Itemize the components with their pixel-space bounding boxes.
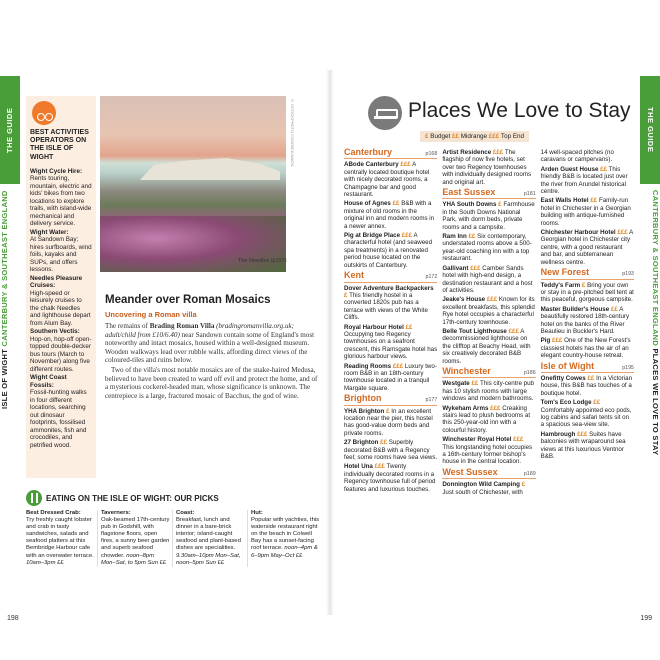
hotel-text: This city-centre pub has 10 stylish rooms with large windows and modern bathrooms.	[442, 380, 534, 403]
article-paragraph: Two of the villa's most notable mosaics are of the snake-haired Medusa, believed to have been created to ward off evil and protect the home, and of a mysterious cockerel-headed man, whose significance is unknown. The centrepiece is a large, fractured mosaic of Bacchus, the god of wine.	[105, 365, 318, 400]
region-group	[344, 272, 437, 392]
hotel-price: £	[498, 201, 502, 209]
hotel-entry	[541, 306, 634, 336]
hotel-entry	[541, 337, 634, 359]
sidebar-item-name: Wight Coast Fossils:	[30, 374, 67, 389]
region-header	[540, 360, 634, 373]
hotel-entry	[541, 375, 634, 397]
hotel-text: Family-run hotel in Chichester in a Georgian building with antique-furnished rooms.	[540, 197, 631, 227]
hotel-text: A characterful hotel (and seaweed spa treatments) in a renovated period house located on the outskirts of Canterbury.	[344, 232, 433, 269]
hotel-name: Hotel Una	[344, 463, 373, 471]
region-group	[442, 466, 536, 496]
hotel-text: One of the New Forest's classiest hotels has the air of an elegant country-house retreat.	[540, 337, 631, 360]
region-page: p186	[523, 369, 536, 376]
region-page: p195	[622, 364, 634, 371]
region-group	[344, 395, 437, 493]
hotel-text: A centrally located boutique hotel with nicely decorated rooms, a Champagne bar and good restaurant.	[344, 161, 430, 199]
hotel-name: Teddy's Farm	[540, 281, 581, 289]
pick-text: Try freshly caught lobster and crab in tasty sandwiches, salads and seafood platters at this Bembridge Harbour cafe with an overwater terrace.	[26, 517, 94, 559]
eating-picks	[26, 490, 322, 590]
accommodation-listings	[344, 149, 634, 499]
hotel-text: In a Victorian house, this B&B has touches of a boutique hotel.	[540, 374, 633, 397]
band-symbol: £	[425, 133, 429, 140]
pick-price: ££	[57, 559, 64, 566]
pick-text: Breakfast, lunch and dinner in a bare-brick interior; island-caught seafood and plant-based dishes are specialities.	[176, 517, 241, 552]
sidebar-item-name: Wight Cycle Hire:	[30, 167, 83, 175]
hotel-name: ABode Canterbury	[344, 161, 399, 169]
region-group	[541, 149, 634, 266]
villa-details: (bradingromanvilla.org.uk; adult/child from £10/6.40)	[105, 322, 295, 339]
photo-caption: The Needles (p197)	[238, 258, 287, 264]
hotel-text: Bring your own or stay in a pre-pitched bell tent at this peaceful, gorgeous campsite.	[540, 281, 634, 304]
hotel-name: House of Agnes	[344, 200, 391, 208]
hotel-price: ££	[590, 197, 598, 205]
hotel-name: YHA Brighton	[344, 407, 385, 415]
hotel-name: Hambrough	[540, 430, 576, 438]
hotel-name: Pig	[540, 337, 551, 345]
sidebar-title: BEST ACTIVITIES OPERATORS ON THE ISLE OF WIGHT	[30, 129, 89, 161]
hotel-name: Arden Guest House	[540, 165, 599, 173]
region-name: Isle of Wight	[540, 360, 595, 371]
region-header	[442, 365, 536, 378]
hotel-name: Winchester Royal Hotel	[442, 436, 512, 444]
hotel-entry	[541, 282, 634, 304]
region-name: East Sussex	[442, 187, 496, 198]
hotel-price: £	[581, 281, 586, 289]
region-page: p168	[425, 151, 438, 157]
hotel-price: £££	[400, 161, 411, 169]
hotel-name: Artist Residence	[442, 149, 492, 156]
hotel-text: In an excellent location near the pier, this hostel has good-value dorm beds and private rooms.	[344, 407, 433, 437]
hotel-name: Wykeham Arms	[442, 404, 489, 412]
hotel-text: Known for its excellent breakfasts, this splendid Rye hotel occupies a characterful 17th-century townhouse.	[442, 296, 535, 326]
hotel-text: Six contemporary, understated rooms above a 500-year-old coaching inn with a top restaurant.	[442, 233, 532, 263]
pick-price: ££	[295, 552, 303, 559]
hotel-price: £££	[374, 463, 385, 471]
section-name: PLACES WE LOVE TO STAY	[651, 348, 660, 456]
hotel-entry	[541, 149, 634, 164]
band-symbol: ££	[451, 133, 459, 140]
hotel-price: ££	[471, 380, 479, 388]
region-page: p189	[523, 470, 536, 477]
price-bands	[420, 131, 529, 142]
region-group	[541, 269, 634, 359]
sidebar-item-text: Fossil-hunting walks in four different locations, searching out dinosaur footprints, fossilised ammonites, fish and crocodiles, and petrified wood.	[30, 389, 87, 449]
sidebar-item-text: High-speed or leisurely cruises to the chalk Needles and lighthouse depart from Alum Bay.	[30, 289, 91, 327]
sidebar-item	[30, 229, 92, 274]
region-page: p181	[523, 191, 536, 198]
bicycle-icon	[32, 101, 56, 125]
hotel-text: Creaking stairs lead to plush bedrooms at this 250-year-old inn with a colourful history.	[442, 404, 531, 434]
bed-icon	[368, 96, 402, 130]
hotel-entry	[541, 166, 634, 196]
price-band	[425, 133, 450, 140]
band-label: Top End	[500, 133, 525, 140]
hotel-name: Chichester Harbour Hotel	[540, 229, 616, 237]
hotel-text: A Georgian hotel in Chichester city centre, with a good restaurant and bar, and subterranean wellness centre.	[540, 229, 633, 266]
hotel-entry	[541, 431, 634, 461]
hotel-text: Just south of Chichester, with	[442, 488, 523, 496]
hotel-text: B&B with a mixture of old rooms in the original inn and modern rooms in a newer annex.	[344, 200, 435, 230]
hotel-text: This friendly B&B is located just over the river from Arundel historical centre.	[540, 165, 628, 196]
eating-pick	[26, 510, 98, 567]
hotel-entry	[344, 408, 437, 438]
article-subtitle: Uncovering a Roman villa	[105, 310, 197, 319]
pick-text: Popular with yachties, this waterside restaurant right on the beach in Colwell Bay has a sunset-facing roof terrace.	[251, 517, 320, 552]
hotel-name: Pig at Bridge Place	[344, 232, 401, 240]
hotel-text: Twenty individually decorated rooms in a Regency townhouse full of period features and luxurious touches.	[344, 463, 436, 493]
hotel-entry	[442, 149, 535, 186]
hotel-price: ££	[587, 374, 595, 382]
guide-tab: THE GUIDE	[0, 76, 20, 184]
hotel-text: This longstanding hotel occupies a 16th-century former bishop's house in the central location.	[442, 443, 533, 466]
hotel-text: A beautifully restored 18th-century hotel on the banks of the River Beaulieu in Buckler's Hard.	[540, 305, 630, 335]
hotel-price: ££	[593, 399, 601, 407]
sidebar-item-name: Needles Pleasure Cruises:	[30, 274, 83, 290]
pick-hours: noon–8pm Mon–Sat, to 5pm Sun	[101, 552, 158, 566]
region-name: CANTERBURY & SOUTHEAST ENGLAND	[651, 190, 660, 347]
hotel-entry	[344, 463, 437, 493]
sidebar-item	[30, 328, 92, 373]
hotel-name: Tom's Eco Lodge	[540, 399, 592, 407]
activities-sidebar	[26, 96, 96, 478]
hotel-text: 14 well-spaced pitches (no caravans or campervans).	[540, 149, 614, 164]
hotel-price: ££	[380, 439, 388, 447]
region-group	[442, 149, 535, 186]
pick-hours: 10am–3pm	[26, 559, 56, 566]
band-label: Budget	[430, 133, 451, 140]
region-name: New Forest	[540, 267, 590, 278]
hotel-price: £££	[513, 436, 524, 444]
hotel-text: Superbly decorated B&B with a Regency feel; some rooms have sea views.	[344, 439, 438, 462]
pick-name: Hut:	[251, 510, 263, 516]
hotel-price: £££	[577, 430, 588, 438]
hotel-name: 27 Brighton	[344, 439, 379, 447]
region-header	[344, 395, 437, 405]
hotel-entry	[541, 197, 634, 227]
hotel-text: The flagship of now five hotels, set over two Regency townhouses with individually designed rooms and original art.	[442, 149, 532, 186]
hotel-price: £££	[392, 362, 404, 370]
region-header	[442, 466, 536, 479]
price-band	[489, 133, 524, 140]
hotel-name: YHA South Downs	[442, 201, 497, 209]
hotel-name: Ram Inn	[442, 233, 467, 241]
hotel-price: £	[521, 481, 526, 489]
region-group	[442, 189, 535, 365]
region-name: CANTERBURY & SOUTHEAST ENGLAND	[0, 190, 9, 347]
band-label: Midrange	[460, 133, 488, 140]
pick-name: Taverners:	[101, 510, 131, 516]
region-name: Canterbury	[344, 147, 393, 157]
region-name: Brighton	[344, 393, 382, 404]
hotel-name: Donnington Wild Camping	[442, 481, 520, 489]
hotel-price: ££	[468, 233, 476, 241]
hotel-entry	[344, 363, 437, 393]
hotel-name: Reading Rooms	[344, 362, 392, 370]
region-page: p177	[425, 397, 438, 404]
pick-hours: 9.30am–10pm Mon–Sat, noon–5pm Sun	[176, 552, 241, 566]
page-number: 198	[7, 615, 19, 622]
pick-name: Best Dressed Crab:	[26, 510, 81, 516]
right-page	[330, 0, 660, 660]
guide-tab: THE GUIDE	[640, 76, 660, 184]
hotel-name: Master Builder's House	[540, 305, 610, 313]
hotel-price: ££	[405, 323, 413, 331]
pick-hours: noon–4pm & 6–9pm May–Oct	[251, 545, 318, 559]
section-name: ISLE OF WIGHT	[0, 348, 9, 409]
region-group	[344, 149, 437, 269]
sidebar-item-text: At Sandown Bay; hires surfboards, wind foils, kayaks and SUPs, and offers lessons.	[30, 236, 92, 274]
hotel-entry	[344, 161, 437, 198]
page-number: 199	[640, 615, 652, 622]
sidebar-item-text: Rents touring, mountain, electric and kids' bikes from two locations to explore trails, with island-wide mechanical and delivery service.	[30, 175, 92, 228]
article-body	[105, 322, 319, 401]
pick-text: Oak-beamed 17th-century pub in Godshill, with flagstone floors, open fires, a sunny beer garden and superb seafood chowder.	[101, 517, 170, 559]
hotel-text: This friendly hostel in a converted 1820s pub has a terrace with views of the White Cliffs.	[344, 291, 428, 322]
hotel-price: £££	[490, 404, 501, 412]
sidebar-item-name: Southern Vectis:	[30, 328, 80, 336]
hotel-entry	[442, 201, 535, 231]
article-title: Meander over Roman Mosaics	[105, 294, 271, 306]
hotel-entry	[442, 265, 535, 295]
hotel-text: Luxury two-room B&B in an 18th-century townhouse located in a tranquil Margate square.	[344, 362, 437, 392]
region-header	[541, 269, 634, 279]
hotel-entry	[442, 380, 535, 402]
band-symbol: £££	[488, 133, 500, 140]
hotel-name: Gallivant	[442, 264, 469, 272]
hotel-text: Comfortably appointed eco pods, log cabins and safari tents sit on a spacious sea-view site.	[540, 406, 632, 429]
hotel-price: £	[386, 407, 390, 415]
hotel-price: £££	[552, 337, 563, 345]
section-strip	[0, 190, 20, 510]
hotel-entry	[541, 229, 634, 266]
hotel-entry	[344, 232, 437, 269]
pick-name: Coast:	[176, 510, 195, 516]
region-header	[442, 189, 535, 199]
hotel-entry	[442, 233, 535, 263]
listing-column	[344, 149, 437, 499]
section-strip	[640, 190, 660, 510]
page-title: Places We Love to Stay	[408, 99, 631, 122]
pick-price: ££	[159, 559, 167, 566]
sidebar-item-name: Wight Water:	[30, 228, 69, 236]
sidebar-item	[30, 168, 92, 228]
region-header	[344, 272, 437, 282]
hotel-entry	[442, 328, 535, 365]
region-group	[540, 360, 634, 461]
hotel-text: Camber Sands hotel with high-end design, a destination restaurant and a host of activities.	[442, 264, 533, 294]
hotel-price: £	[344, 291, 348, 299]
region-header	[344, 149, 437, 159]
hotel-name: Onefitty Cowes	[540, 374, 586, 382]
listing-column	[442, 149, 535, 499]
hotel-price: £££	[470, 264, 481, 272]
cutlery-icon	[26, 490, 42, 506]
needles-photo	[100, 96, 286, 272]
hotel-entry	[442, 296, 535, 326]
photo-credit: © ISTOCKPHOTO.COM/MCKINNON	[290, 98, 295, 167]
hotel-price: £££	[486, 296, 498, 304]
hotel-entry	[442, 481, 535, 496]
hotel-price: £££	[617, 229, 628, 237]
hotel-price: £££	[508, 327, 519, 335]
sidebar-item	[30, 275, 92, 328]
region-name: Kent	[344, 270, 364, 281]
hotel-entry	[442, 436, 535, 466]
region-page: p172	[425, 274, 438, 281]
hotel-name: Belle Tout Lighthouse	[442, 327, 507, 335]
hotel-text: Occupying two Regency townhouses on a seafront crescent, this Ramsgate hotel has glorious harbour views.	[344, 330, 438, 361]
region-name: Winchester	[442, 365, 491, 376]
sidebar-item-text: Hop-on, hop-off open-topped double-decker bus tours (March to November) along five different routes.	[30, 335, 92, 373]
pick-price: ££	[217, 559, 225, 566]
hotel-text: A decommissioned lighthouse on the clifftop at Beachy Head, with six creatively decorated B&B rooms.	[442, 327, 531, 365]
hotel-price: ££	[600, 165, 608, 173]
hotel-price: ££	[610, 305, 618, 313]
region-name: West Sussex	[442, 466, 498, 477]
sidebar-item	[30, 374, 92, 449]
hotel-price: £££	[492, 149, 504, 156]
hotel-entry	[541, 399, 634, 429]
eating-title: EATING ON THE ISLE OF WIGHT: OUR PICKS	[46, 494, 219, 503]
eating-pick	[251, 510, 322, 567]
hotel-entry	[344, 324, 437, 361]
hotel-entry	[344, 200, 437, 230]
hotel-text: Farmhouse in the South Downs National Park, with dorm beds, private rooms and a campsite.	[442, 201, 535, 231]
hotel-entry	[344, 285, 437, 322]
hotel-text: Suites have balconies with wraparound sea views at this luxurious Ventnor B&B.	[540, 430, 626, 461]
villa-name: Brading Roman Villa	[149, 322, 215, 330]
hotel-name: Westgate	[442, 380, 470, 388]
hotel-entry	[442, 405, 535, 435]
region-group	[442, 365, 536, 466]
hotel-name: Royal Harbour Hotel	[344, 323, 404, 331]
hotel-price: £££	[401, 232, 413, 240]
eating-pick	[176, 510, 248, 567]
hotel-name: Jeake's House	[442, 296, 486, 304]
hotel-entry	[344, 439, 437, 461]
hotel-name: Dover Adventure Backpackers	[344, 284, 434, 292]
hotel-name: East Walls Hotel	[540, 197, 589, 205]
hotel-price: ££	[392, 200, 400, 208]
article-paragraph: The remains of Brading Roman Villa (bradingromanvilla.org.uk; adult/child from £10/6.40) near Sandown contain some of England's most noteworthy and intact mosaics, housed within a well-designed museum. Wooden walkways lead over rubble walls, affording direct views of the coloured-tiles and ruins below.	[105, 322, 315, 365]
eating-pick	[101, 510, 173, 567]
book-gutter	[326, 70, 334, 615]
price-band	[452, 133, 487, 140]
region-page: p193	[622, 271, 634, 278]
listing-column	[541, 149, 634, 499]
